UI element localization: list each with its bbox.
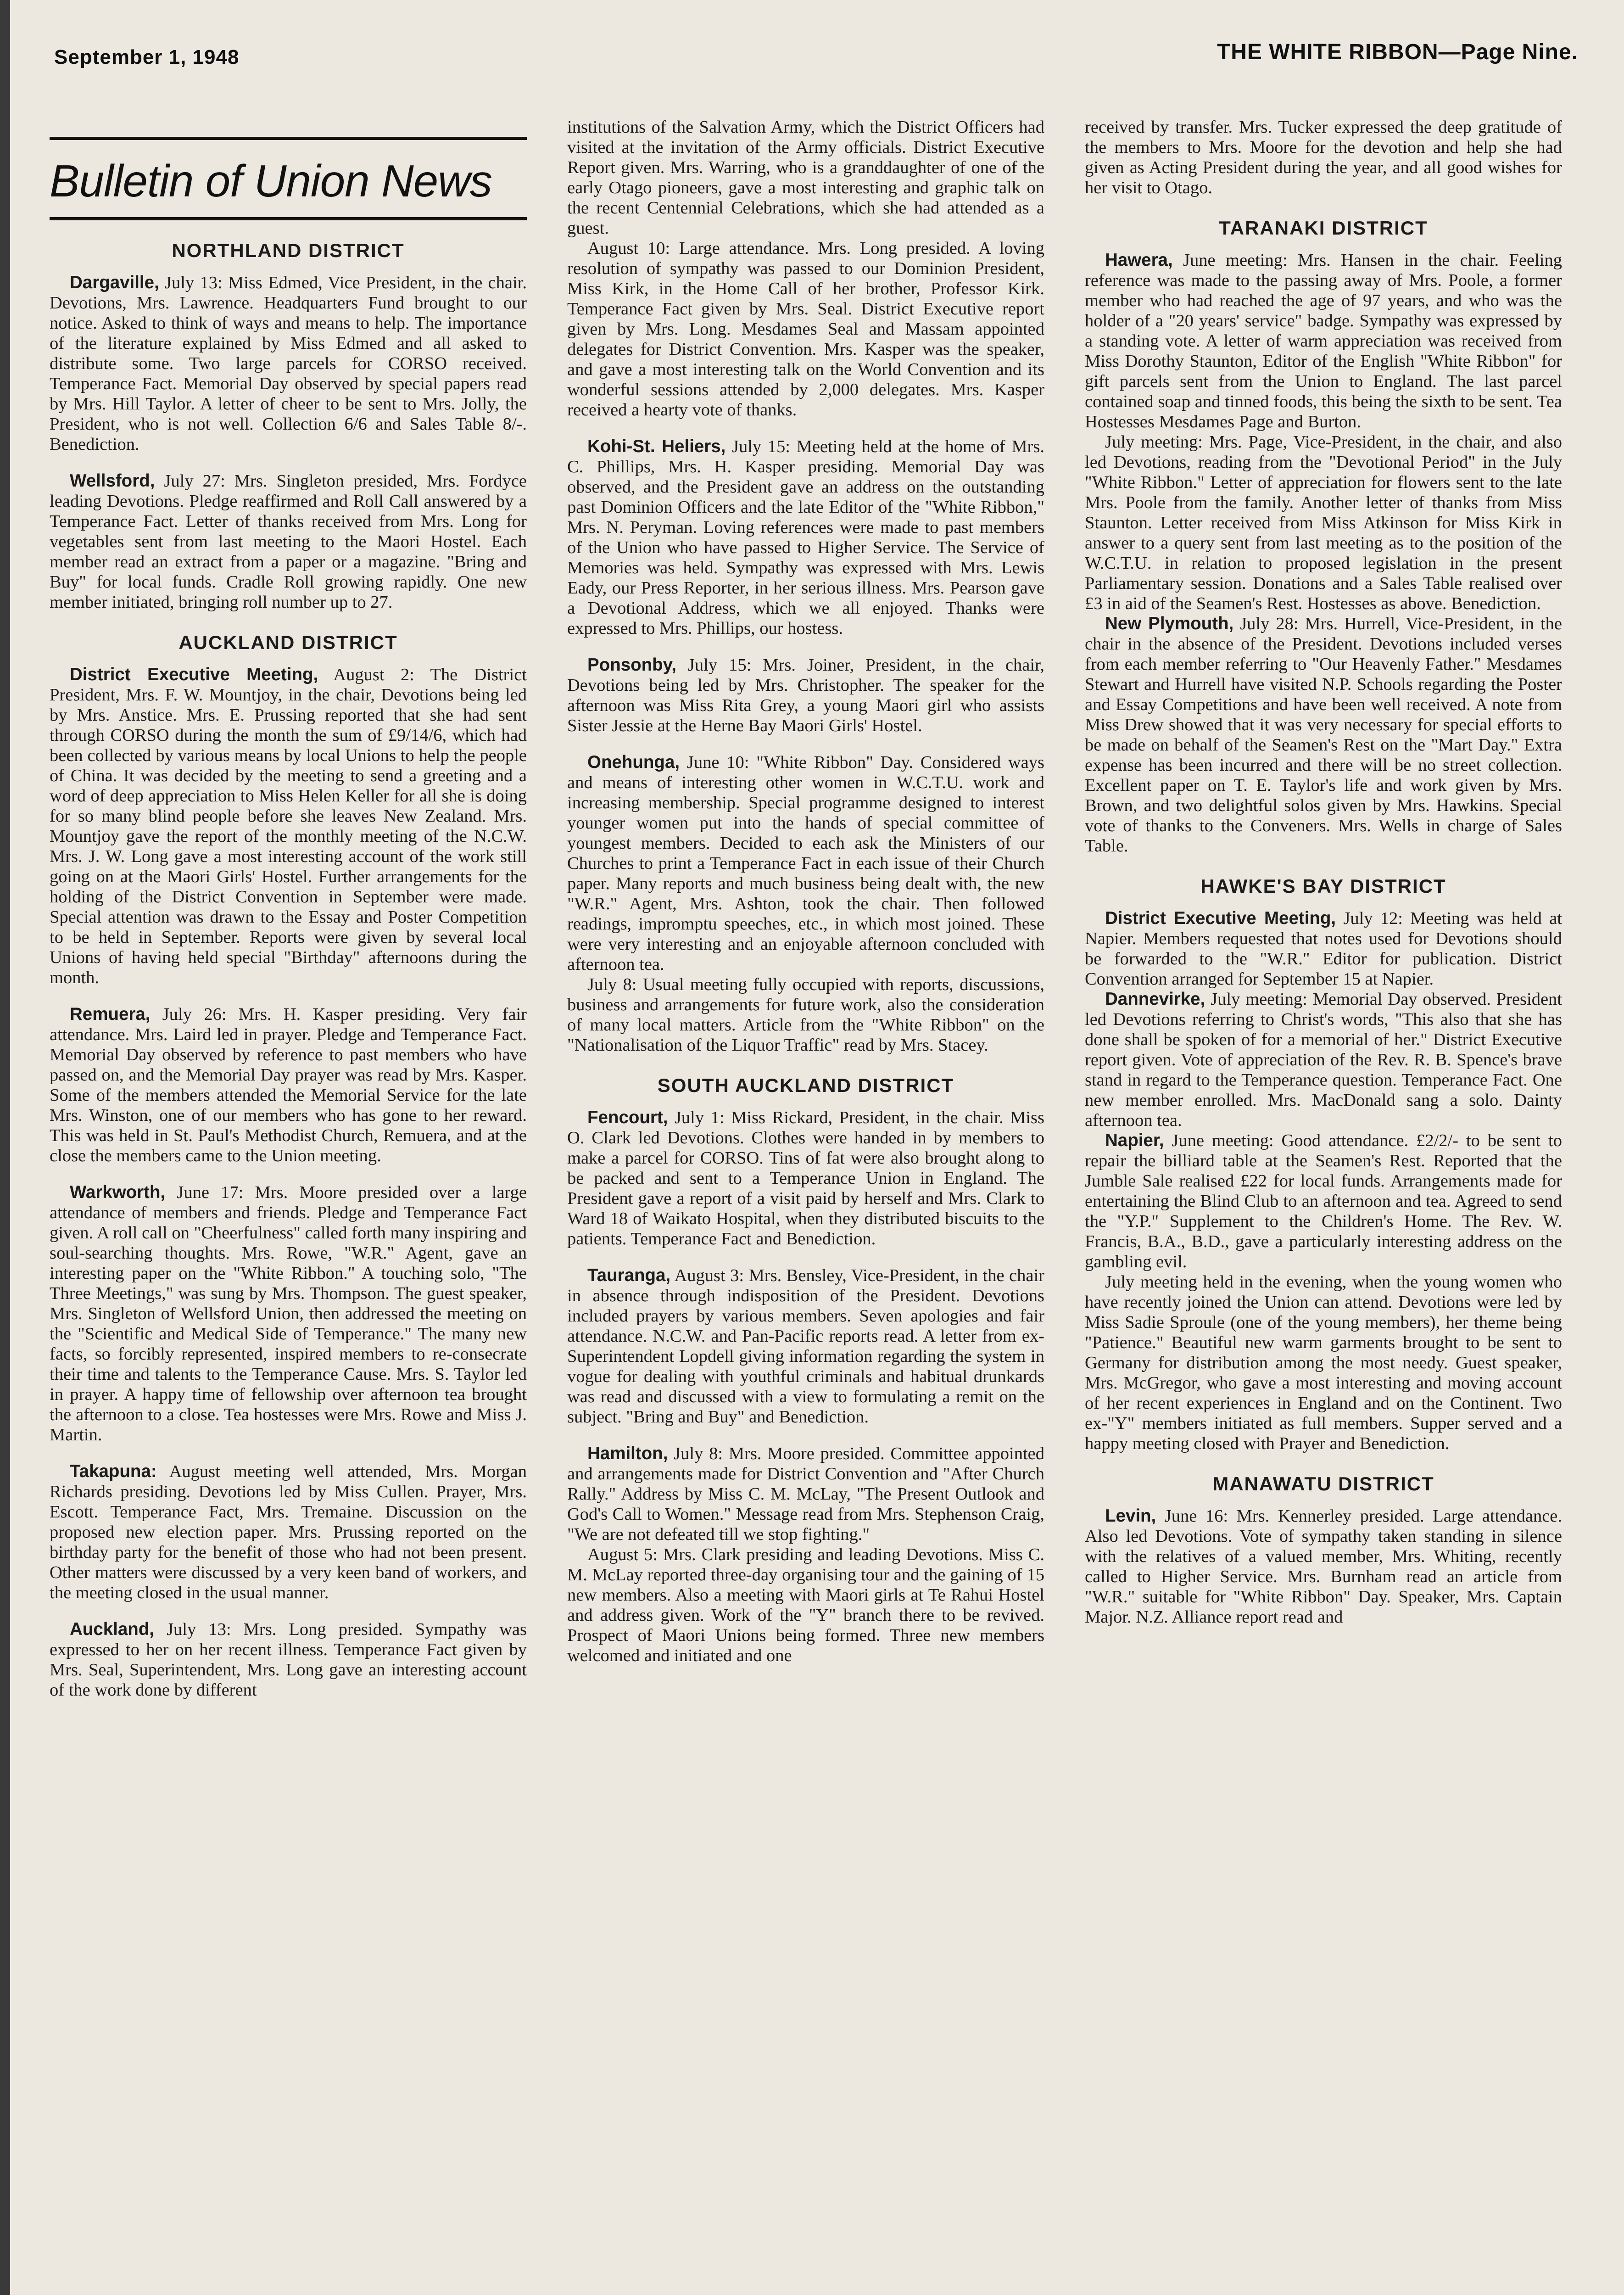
place-name: Fencourt, [587, 1108, 668, 1127]
place-name: Kohi-St. Heliers, [587, 437, 726, 456]
place-name: Hawera, [1105, 250, 1173, 270]
district-heading-south-auckland: SOUTH AUCKLAND DISTRICT [657, 1075, 954, 1096]
place-name: Auckland, [70, 1619, 154, 1639]
place-name: Dannevirke, [1105, 989, 1205, 1009]
report-onehunga-july: July 8: Usual meeting fully occupied with reports, discussions, business and arrangements for future work, also the consideration of many local matters. Article from the "White Ribbon" on the "Nationalisation of the Liquor Traffic" read by Mrs. Stacey. [567, 975, 1044, 1055]
report-hawera [1085, 250, 1562, 432]
issue-date: September 1, 1948 [54, 46, 240, 68]
place-name: Dargaville, [70, 273, 159, 292]
report-text: July 12: Meeting was held at Napier. Members requested that notes used for Devotions should be forwarded to the "W.R." Editor for publication. District Convention arranged for September 15 at Napier. [1085, 909, 1562, 989]
report-hamilton-august: August 5: Mrs. Clark presiding and leading Devotions. Miss C. M. McLay reported three-day organising tour and the gaining of 15 new members. Also a meeting with Maori girls at Te Rahui Hostel and address given. Work of the "Y" branch there to be revived. Prospect of Maori Unions being formed. Three new members welcomed and initiated and one [567, 1545, 1044, 1665]
column-3 [1085, 117, 1562, 1627]
report-dannevirke [1085, 989, 1562, 1131]
report-text: July 13: Miss Edmed, Vice President, in the chair. Devotions, Mrs. Lawrence. Headquarters Fund brought to our notice. Asked to think of ways and means to help. The importance of the literature explained by Miss Edmed and all asked to distribute some. Two large parcels for CORSO received. Temperance Fact. Memorial Day observed by special papers read by Mrs. Hill Taylor. A letter of cheer to be sent to Mrs. Jolly, the President, who is not well. Collection 6/6 and Sales Table 8/-. Benediction. [50, 273, 527, 454]
report-text: July 13: Mrs. Long presided. Sympathy was expressed to her on her recent illness. Temperance Fact given by Mrs. Seal, Superintendent, Mrs. Long gave an interesting account of the work done by different [50, 1620, 527, 1700]
place-name: Napier, [1105, 1131, 1164, 1150]
report-text: July 27: Mrs. Singleton presided, Mrs. Fordyce leading Devotions. Pledge reaffirmed and Roll Call answered by a Temperance Fact. Letter of thanks received from Mrs. Long for vegetables sent from last meeting to the Maori Hostel. Each member read an extract from a paper or a magazine. "Bring and Buy" for local funds. Cradle Roll growing rapidly. One new member initiated, bringing roll number up to 27. [50, 471, 527, 612]
report-hawera-july: July meeting: Mrs. Page, Vice-President, in the chair, and also led Devotions, reading from the "Devotional Period" in the July "White Ribbon." Letter of appreciation for flowers sent to the late Mrs. Poole from the family. Another letter of thanks from Miss Staunton. Letter received from Miss Atkinson for Miss Kirk in answer to a query sent from last meeting as to the position of the W.C.T.U. in relation to proposed legislation in the present Parliamentary session. Donations and a Sales Table realised over £3 in aid of the Seamen's Rest. Hostesses as above. Benediction. [1085, 432, 1562, 613]
report-kohi-st-heliers [567, 437, 1044, 638]
report-auckland-continued: institutions of the Salvation Army, which the District Officers had visited at the invitation of the Army officials. District Executive Report given. Mrs. Warring, who is a granddaughter of one of the early Otago pioneers, gave a most interesting and graphic talk on the recent Centennial Celebrations, which she had attended as a guest. [567, 118, 1044, 238]
column-2 [567, 117, 1044, 1666]
report-text: June 16: Mrs. Kennerley presided. Large attendance. Also led Devotions. Vote of sympathy taken standing in silence with the relatives of a valued member, Mrs. Whiting, recently called to Higher Service. Mrs. Burnham read an article from "W.R." suitable for "White Ribbon" Day. Speaker, Mrs. Captain Major. N.Z. Alliance report read and [1085, 1506, 1562, 1627]
report-text: June 17: Mrs. Moore presided over a large attendance of members and friends. Pledge and Temperance Fact given. A roll call on "Cheerfulness" called forth many inspiring and soul-searching thoughts. Mrs. Rowe, "W.R." Agent, gave an interesting paper on the "White Ribbon." A touching solo, "The Three Meetings," was sung by Mrs. Thompson. The guest speaker, Mrs. Singleton of Wellsford Union, then addressed the meeting on the "Scientific and Medical Side of Temperance." The many new facts, so forcibly represented, inspired members to re-consecrate their time and talents to the Temperance Cause. Mrs. S. Taylor led in prayer. A happy time of fellowship over afternoon tea brought the afternoon to a close. Tea hostesses were Mrs. Rowe and Miss J. Martin. [50, 1183, 527, 1444]
report-hb-district-executive [1085, 908, 1562, 989]
report-text: July 15: Mrs. Joiner, President, in the chair, Devotions being led by Mrs. Christopher. The speaker for the afternoon was Miss Rita Grey, a young Maori girl who assists Sister Jessie at the Herne Bay Maori Girls' Hostel. [567, 655, 1044, 735]
report-text: August meeting well attended, Mrs. Morgan Richards presiding. Devotions led by Miss Cullen. Prayer, Mrs. Escott. Temperance Fact, Mrs. Tremaine. Discussion on the proposed new election paper. Mrs. Prussing reported on the birthday party for the benefit of those who had not been present. Other matters were discussed by a very keen band of workers, and the meeting closed in the usual manner. [50, 1462, 527, 1602]
place-name: District Executive Meeting, [1105, 908, 1336, 928]
district-heading-northland: NORTHLAND DISTRICT [172, 240, 405, 261]
report-text: July 15: Meeting held at the home of Mrs. C. Phillips, Mrs. H. Kasper presiding. Memorial Day was observed, and the President gave an address on the outstanding past Dominion Officers and the late Editor of the "White Ribbon," Mrs. N. Peryman. Loving references were made to past members of the Union who have passed to Higher Service. The Service of Memories was held. Sympathy was expressed with Mrs. Lewis Eady, our Press Reporter, in her serious illness. Mrs. Pearson gave a Devotional Address, which we all enjoyed. Thanks were expressed to Mrs. Phillips, our hostess. [567, 437, 1044, 638]
report-onehunga [567, 752, 1044, 974]
report-text: July 28: Mrs. Hurrell, Vice-President, in the chair in the absence of the President. Devotions included verses from each member referring to "Our Heavenly Father." Mesdames Stewart and Hurrell have visited N.P. Schools regarding the Poster and Essay Competitions and have been well received. A note from Miss Drew showed that it was very necessary for special efforts to be made on behalf of the Seamen's Rest on the "Mart Day." Extra expense has been incurred and there will be no street collection. Excellent paper on T. E. Taylor's life and work given by Mrs. Brown, and two delightful solos given by Mrs. Hawkins. Special vote of thanks to the Conveners. Mrs. Wells in charge of Sales Table. [1085, 614, 1563, 856]
report-text: June meeting: Mrs. Hansen in the chair. Feeling reference was made to the passing away of Mrs. Poole, a former member who had reached the age of 97 years, and who was the holder of a "20 years' service" badge. Sympathy was expressed by a standing vote. A letter of warm appreciation was received from Miss Dorothy Staunton, Editor of the English "White Ribbon" for gift parcels sent from the Union to England. The last parcel contained soap and tinned foods, this being the sixth to be sent. Tea Hostesses Mesdames Page and Burton. [1085, 251, 1562, 431]
report-dargaville [50, 273, 527, 454]
report-text: August 2: The District President, Mrs. F. W. Mountjoy, in the chair, Devotions being led by Mrs. Anstice. Mrs. E. Prussing reported that she had sent through CORSO during the month the sum of £9/14/6, which had been collected by various means by local Unions to help the people of China. It was decided by the meeting to send a greeting and a word of deep appreciation to Miss Helen Keller for all she is doing for so many blind people before she leaves New Zealand. Mrs. Mountjoy gave the report of the monthly meeting of the N.C.W. Mrs. J. W. Long gave a most interesting account of the work still going on at the Maori Girls' Hostel. Further arrangements for the holding of the District Convention in September were made. Special attention was drawn to the Essay and Poster Competition to be held in September. Reports were given by several local Unions of having held special "Birthday" afternoons during the month. [50, 665, 527, 987]
scan-edge [0, 0, 10, 2295]
report-auckland [50, 1619, 527, 1700]
column-1 [50, 124, 527, 1700]
report-hamilton [567, 1444, 1044, 1545]
report-district-executive [50, 665, 527, 988]
place-name: Hamilton, [587, 1444, 668, 1463]
report-text: August 3: Mrs. Bensley, Vice-President, in the chair in absence through indisposition of the President. Devotions included prayers by various members. Seven apologies and fair attendance. N.C.W. and Pan-Pacific reports read. A letter from ex-Superintendent Lopdell giving information regarding the system in vogue for dealing with youthful criminals and habitual drunkards was read and discussed with a view to formulating a remit on the subject. "Bring and Buy" and Benediction. [567, 1266, 1044, 1427]
report-remuera [50, 1004, 527, 1166]
report-text: July meeting: Memorial Day observed. President led Devotions referring to Christ's words, "This also that she has done shall be spoken of for a memorial of her." District Executive report given. Vote of appreciation of the Rev. R. B. Spence's brave stand in regard to the Temperance question. Temperance Fact. One new member enrolled. Mrs. MacDonald sang a solo. Dainty afternoon tea. [1085, 990, 1562, 1130]
report-text: June meeting: Good attendance. £2/2/- to be sent to repair the billiard table at the Seamen's Rest. Reported that the Jumble Sale realised £22 for local funds. Arrangements made for entertaining the Blind Club to an afternoon and tea. Agreed to send the "Y.P." Supplement to the Children's Home. The Rev. W. Francis, B.A., B.D., gave a particularly interesting address on the gambling evil. [1085, 1131, 1562, 1271]
report-napier-july: July meeting held in the evening, when the young women who have recently joined the Union can attend. Devotions were led by Miss Sadie Sproule (one of the young members), her theme being "Patience." Beautiful new warm garments brought to be sent to Germany for distribution among the most needy. Guest speaker, Mrs. McGregor, who gave a most interesting and moving account of her recent experiences in England and on the Continent. Two ex-"Y" members initiated as full members. Supper served and a happy meeting closed with Prayer and Benediction. [1085, 1272, 1562, 1453]
place-name: Onehunga, [587, 752, 680, 772]
running-head: THE WHITE RIBBON—Page Nine. [1217, 40, 1578, 64]
place-name: District Executive Meeting, [70, 665, 318, 684]
place-name: Warkworth, [70, 1182, 166, 1202]
report-text: July 8: Mrs. Moore presided. Committee appointed and arrangements made for District Convention and "After Church Rally." Address by Miss C. M. McLay, "The Present Outlook and God's Call to Women." Message read from Mrs. Stephenson Craig, "We are not defeated till we stop fighting." [567, 1444, 1044, 1544]
report-text: July 1: Miss Rickard, President, in the chair. Miss O. Clark led Devotions. Clothes were handed in by members to make a parcel for CORSO. Tins of fat were also brought along to be packed and sent to a Temperance Union in England. The President gave a report of a visit paid by herself and Mrs. Clark to Ward 18 of Waikato Hospital, when they distributed biscuits to the patients. Temperance Fact and Benediction. [567, 1108, 1044, 1248]
district-heading-taranaki: TARANAKI DISTRICT [1219, 217, 1428, 239]
report-auckland-august: August 10: Large attendance. Mrs. Long presided. A loving resolution of sympathy was passed to our Dominion President, Miss Kirk, in the Home Call of her brother, Professor Kirk. Temperance Fact given by Mrs. Seal. District Executive report given by Mrs. Long. Mesdames Seal and Massam appointed delegates for District Convention. Mrs. Kasper was the speaker, and gave a most interesting talk on the World Convention and its wonderful sessions attended by 2,000 delegates. Mrs. Kasper received a hearty vote of thanks. [567, 239, 1044, 420]
place-name: Remuera, [70, 1004, 151, 1024]
report-ponsonby [567, 655, 1044, 736]
place-name: Wellsford, [70, 471, 155, 491]
district-heading-manawatu: MANAWATU DISTRICT [1212, 1473, 1434, 1495]
page-title: Bulletin of Union News [50, 137, 527, 220]
report-napier [1085, 1131, 1562, 1272]
report-takapuna [50, 1461, 527, 1603]
report-fencourt [567, 1108, 1044, 1249]
report-wellsford [50, 471, 527, 612]
district-heading-hawkes-bay: HAWKE'S BAY DISTRICT [1200, 875, 1446, 897]
report-tauranga [567, 1265, 1044, 1427]
report-warkworth [50, 1182, 527, 1445]
district-heading-auckland: AUCKLAND DISTRICT [179, 632, 398, 653]
place-name: Takapuna: [70, 1461, 157, 1481]
report-new-plymouth [1085, 614, 1562, 856]
report-text: June 10: "White Ribbon" Day. Considered ways and means of interesting other women in W.C.T.U. work and increasing membership. Special programme designed to interest younger women put into the hands of special committee of youngest members. Decided to each ask the Ministers of our Churches to print a Temperance Fact in each issue of their Church paper. Many reports and much business being dealt with, the new "W.R." Agent, Mrs. Ashton, took the chair. Then followed readings, impromptu speeches, etc., in which most joined. These were very interesting and an enjoyable afternoon concluded with afternoon tea. [567, 753, 1044, 974]
report-hamilton-continued: received by transfer. Mrs. Tucker expressed the deep gratitude of the members to Mrs. Moore for the devotion and help she had given as Acting President during the year, and all good wishes for her visit to Otago. [1085, 118, 1562, 197]
report-text: July 26: Mrs. H. Kasper presiding. Very fair attendance. Mrs. Laird led in prayer. Pledge and Temperance Fact. Memorial Day observed by reference to past members who have passed on, and the Memorial Day prayer was read by Mrs. Kasper. Some of the members attended the Memorial Service for the late Mrs. Winston, one of our members who has gone to her reward. This was held in St. Paul's Methodist Church, Remuera, and at the close the members came to the Union meeting. [50, 1005, 527, 1165]
report-levin [1085, 1506, 1562, 1627]
place-name: Tauranga, [587, 1265, 671, 1285]
place-name: New Plymouth, [1105, 614, 1234, 633]
place-name: Ponsonby, [587, 655, 676, 675]
place-name: Levin, [1105, 1506, 1156, 1526]
